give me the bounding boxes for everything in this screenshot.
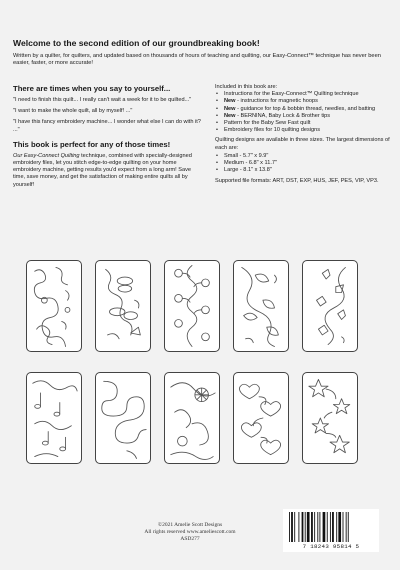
design-panel-ivy xyxy=(302,260,358,352)
design-panel-swirls xyxy=(26,260,82,352)
barcode-bars xyxy=(289,512,373,542)
right-column xyxy=(215,84,395,186)
included-item: • New - BERNINA, Baby Lock & Brother tips xyxy=(215,113,395,120)
sizes-intro: Quilting designs are available in three sizes. The largest dimensions of each are: xyxy=(215,137,390,151)
product-code: ASD277 xyxy=(180,536,200,542)
barcode-number: 7 18243 95814 5 xyxy=(302,543,360,550)
file-formats: Supported file formats: ART, DST, EXP, HUS, JEF, PES, VIP, VP3. xyxy=(215,178,379,185)
copyright-line: ©2021 Amelie Scott Designs xyxy=(157,522,223,528)
included-item: • Pattern for the Baby Sew Fast quilt xyxy=(215,120,395,127)
included-item: • New - guidance for top & bobbin thread, needles, and batting xyxy=(215,106,395,113)
design-panel-music xyxy=(26,372,82,464)
left-column xyxy=(13,84,203,189)
design-panel-hearts xyxy=(233,372,289,464)
rights-website-line: All rights reserved www.ameliescott.com xyxy=(144,529,236,535)
technique-name: Our Easy-Connect Quilting xyxy=(13,152,80,159)
quote-finish: "I need to finish this quilt... I really can't wait a week for it to be quilted..." xyxy=(13,97,192,103)
design-panel-citrus xyxy=(164,372,220,464)
perfect-heading: This book is perfect for any of those times! xyxy=(13,139,171,149)
design-panel-stars xyxy=(302,372,358,464)
size-item: • Medium - 6.8" x 11.7" xyxy=(215,160,395,167)
intro-paragraph: Written by a quilter, for quilters, and updated based on thousands of hours of teaching and quilting, our Easy-Connect™ technique has never been easier, faster, or more accurate! xyxy=(13,53,381,67)
times-heading: There are times when you say to yourself... xyxy=(13,84,171,93)
design-panel-meander xyxy=(95,372,151,464)
technique-paragraph xyxy=(13,153,203,189)
sizes-list xyxy=(215,153,395,175)
size-item: • Small - 5.7" x 9.9" xyxy=(215,153,395,160)
technique-description: technique, combined with specially-designed embroidery files, let you stitch edge-to-edge quilting on your home embroidery machine, getting results you'd expect from a long arm! Save time, save money, and get the satisfaction of making entire quilts all by yourself! xyxy=(13,152,192,188)
design-panel-leaves xyxy=(233,260,289,352)
headline: Welcome to the second edition of our groundbreaking book! xyxy=(13,38,260,48)
quote-whole-quilt: "I want to make the whole quilt, all by myself! ..." xyxy=(13,108,133,115)
included-item: • Instructions for the Easy-Connect™ Quilting technique xyxy=(215,91,395,98)
design-panel-dragonflies xyxy=(95,260,151,352)
included-item: • Embroidery files for 10 quilting designs xyxy=(215,127,395,134)
included-item: • New - instructions for magnetic hoops xyxy=(215,98,395,105)
quote-embroidery: "I have this fancy embroidery machine... I wonder what else I can do with it? ..." xyxy=(13,119,201,133)
included-list xyxy=(215,91,395,134)
design-panel-flowers xyxy=(164,260,220,352)
size-item: • Large - 8.1" x 13.8" xyxy=(215,167,395,174)
barcode xyxy=(283,509,379,552)
copyright-footer xyxy=(100,522,280,543)
included-intro: Included in this book are: xyxy=(215,84,278,90)
